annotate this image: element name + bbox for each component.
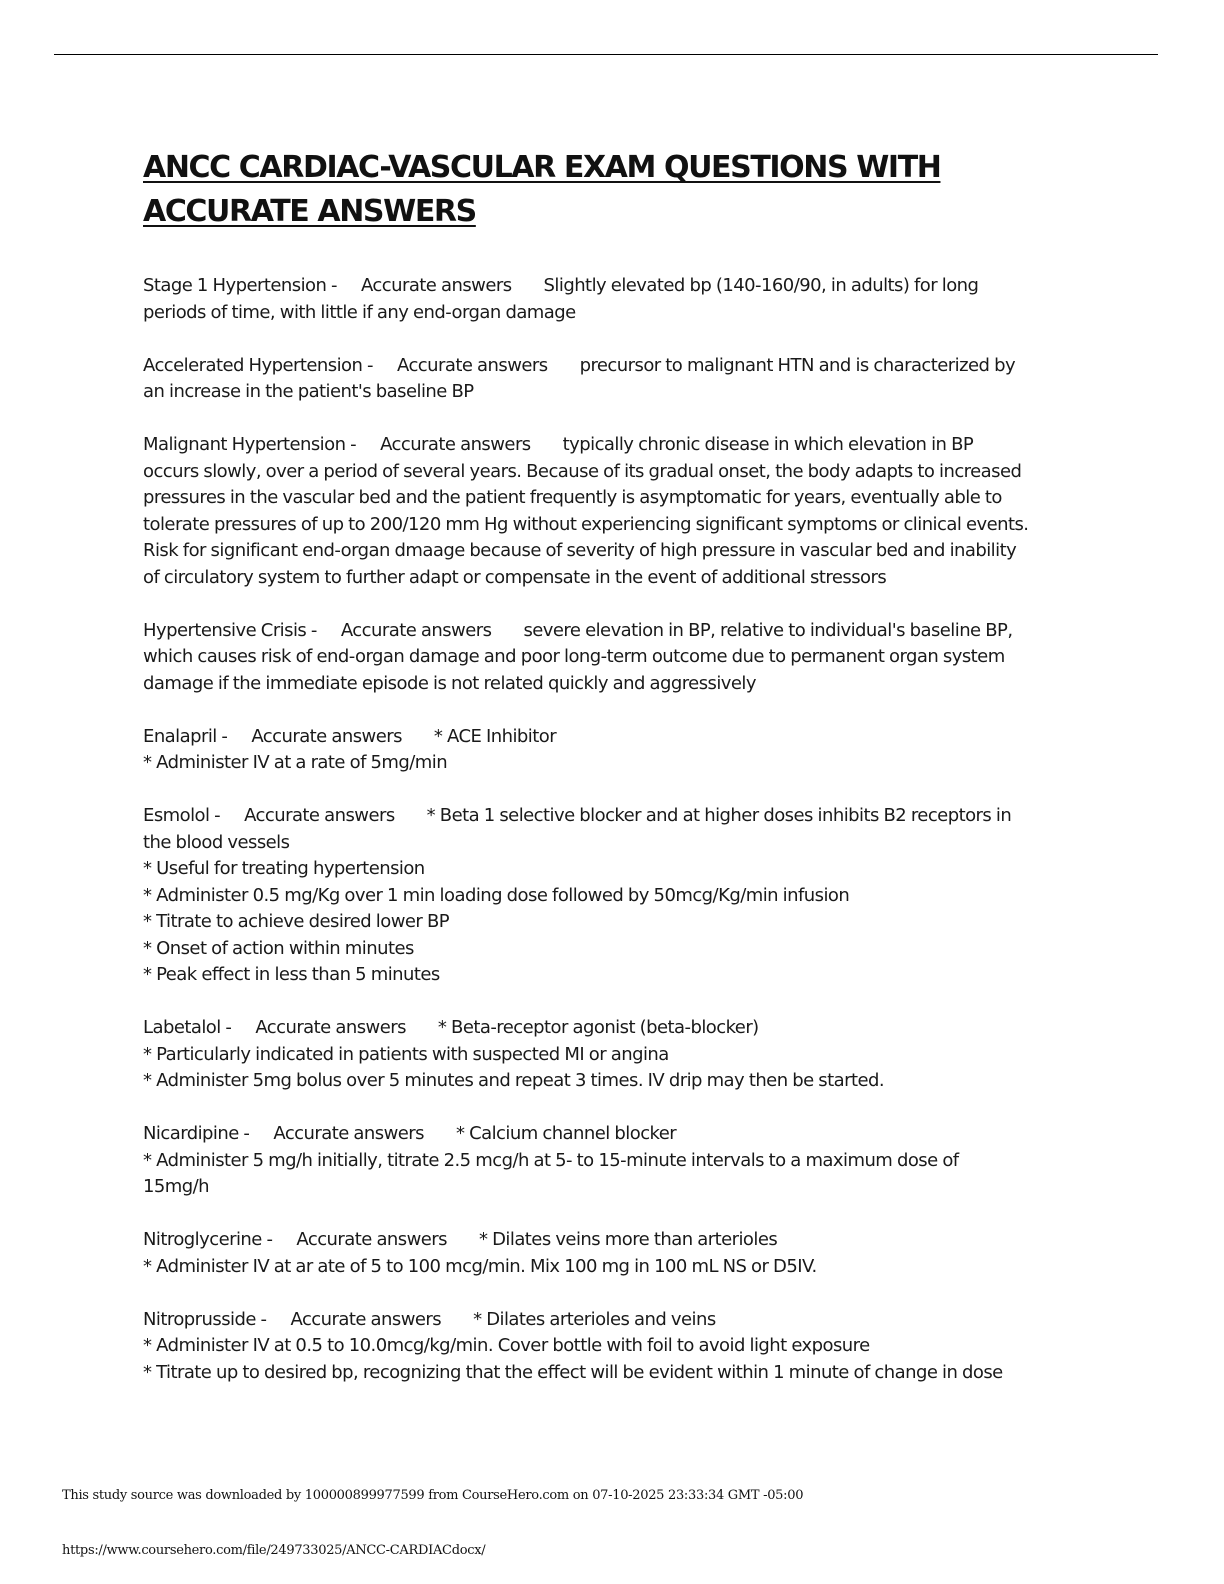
entry-term: Enalapril - (143, 725, 228, 747)
answer-continuation-line: tolerate pressures of up to 200/120 mm Hg without experiencing significant symptoms or clinical events. (143, 513, 1029, 535)
flashcard-entry (143, 1121, 1073, 1201)
entry-first-line (143, 1227, 1073, 1254)
flashcard-entry (143, 273, 1073, 326)
answer-label: Accurate answers (255, 1017, 406, 1038)
download-source-note: This study source was downloaded by 100000899977599 from CourseHero.com on 07-10-2025 23:33:34 GMT -05:00 (62, 1488, 804, 1503)
answer-continuation-line: * Peak effect in less than 5 minutes (143, 964, 440, 985)
entry-term: Stage 1 Hypertension - (143, 275, 337, 296)
entry-first-line (143, 1121, 1073, 1148)
entry-first-line (143, 432, 1073, 459)
answer-continuation-line: * Administer IV at 0.5 to 10.0mcg/kg/min. Cover bottle with foil to avoid light exposure (143, 1335, 870, 1356)
flashcard-entry (143, 432, 1073, 591)
answer-text: * Dilates arterioles and veins (473, 1308, 716, 1330)
entry-term: Esmolol - (143, 805, 221, 826)
entry-term: Nitroglycerine - (143, 1229, 273, 1250)
answer-continuation-line: * Administer IV at a rate of 5mg/min (143, 752, 448, 773)
flashcard-entry (143, 1015, 1073, 1095)
flashcard-entry (143, 618, 1073, 698)
answer-label: Accurate answers (290, 1308, 442, 1330)
answer-text: severe elevation in BP, relative to individual's baseline BP, (523, 619, 1013, 641)
source-url: https://www.coursehero.com/file/249733025/ANCC-CARDIACdocx/ (62, 1543, 486, 1558)
flashcard-entry (143, 1227, 1073, 1280)
entry-term: Labetalol - (143, 1017, 232, 1038)
entry-first-line (143, 353, 1073, 380)
answer-continuation-line: * Onset of action within minutes (143, 937, 414, 959)
answer-text: precursor to malignant HTN and is characterized by (579, 354, 1016, 376)
answer-continuation-line: periods of time, with little if any end-organ damage (143, 301, 576, 323)
answer-label: Accurate answers (397, 354, 548, 376)
answer-continuation-line: which causes risk of end-organ damage and poor long-term outcome due to permanent organ system (143, 646, 1005, 667)
flashcard-entry (143, 353, 1073, 406)
entry-first-line (143, 803, 1073, 830)
entry-term: Nicardipine - (143, 1123, 250, 1144)
flashcard-entry (143, 803, 1073, 989)
entry-first-line (143, 1307, 1073, 1334)
entry-term: Accelerated Hypertension - (143, 354, 373, 376)
answer-continuation-line: * Administer IV at ar ate of 5 to 100 mcg/min. Mix 100 mg in 100 mL NS or D5IV. (143, 1255, 817, 1277)
document-title: ANCC CARDIAC-VASCULAR EXAM QUESTIONS WITH ACCURATE ANSWERS (143, 150, 941, 229)
answer-continuation-line: * Particularly indicated in patients with suspected MI or angina (143, 1043, 669, 1065)
entry-first-line (143, 724, 1073, 751)
answer-continuation-line: occurs slowly, over a period of several years. Because of its gradual onset, the body adapts to increased (143, 460, 1022, 482)
flashcard-entry (143, 724, 1073, 777)
answer-text: * Calcium channel blocker (455, 1123, 677, 1144)
answer-label: Accurate answers (296, 1229, 447, 1250)
header-rule (54, 54, 1158, 55)
entry-term: Nitroprusside - (143, 1308, 267, 1330)
answer-continuation-line: * Administer 0.5 mg/Kg over 1 min loading dose followed by 50mcg/Kg/min infusion (143, 884, 850, 906)
answer-continuation-line: 15mg/h (143, 1176, 210, 1197)
answer-label: Accurate answers (360, 275, 512, 296)
entry-first-line (143, 1015, 1073, 1042)
answer-continuation-line: * Administer 5 mg/h initially, titrate 2.5 mcg/h at 5- to 15-minute intervals to a maximum dose of (143, 1149, 959, 1171)
answer-text: * Beta 1 selective blocker and at higher doses inhibits B2 receptors in (426, 805, 1012, 826)
answer-text: Slightly elevated bp (140-160/90, in adults) for long (543, 275, 979, 296)
flashcard-entry (143, 1307, 1073, 1387)
entry-term: Malignant Hypertension - (143, 434, 357, 455)
entry-first-line (143, 618, 1073, 645)
answer-continuation-line: * Useful for treating hypertension (143, 858, 425, 879)
flashcard-list (143, 273, 1073, 1413)
answer-text: * Beta-receptor agonist (beta-blocker) (437, 1017, 759, 1038)
answer-label: Accurate answers (380, 434, 531, 455)
answer-label: Accurate answers (251, 725, 402, 747)
answer-label: Accurate answers (273, 1123, 424, 1144)
answer-text: typically chronic disease in which elevation in BP (562, 434, 974, 455)
entry-term: Hypertensive Crisis - (143, 619, 317, 641)
answer-continuation-line: * Titrate to achieve desired lower BP (143, 911, 450, 932)
answer-continuation-line: damage if the immediate episode is not related quickly and aggressively (143, 672, 756, 694)
answer-label: Accurate answers (244, 805, 395, 826)
answer-text: * Dilates veins more than arterioles (478, 1229, 778, 1250)
answer-continuation-line: of circulatory system to further adapt or compensate in the event of additional stressors (143, 566, 887, 588)
answer-text: * ACE Inhibitor (433, 725, 557, 747)
answer-label: Accurate answers (340, 619, 492, 641)
answer-continuation-line: Risk for significant end-organ dmaage because of severity of high pressure in vascular bed and inability (143, 540, 1017, 561)
answer-continuation-line: * Titrate up to desired bp, recognizing that the effect will be evident within 1 minute of change in dose (143, 1361, 1003, 1383)
answer-continuation-line: the blood vessels (143, 831, 290, 853)
answer-continuation-line: an increase in the patient's baseline BP (143, 381, 474, 402)
entry-first-line (143, 273, 1073, 300)
answer-continuation-line: pressures in the vascular bed and the patient frequently is asymptomatic for years, eventually able to (143, 487, 1002, 508)
answer-continuation-line: * Administer 5mg bolus over 5 minutes and repeat 3 times. IV drip may then be started. (143, 1070, 885, 1091)
